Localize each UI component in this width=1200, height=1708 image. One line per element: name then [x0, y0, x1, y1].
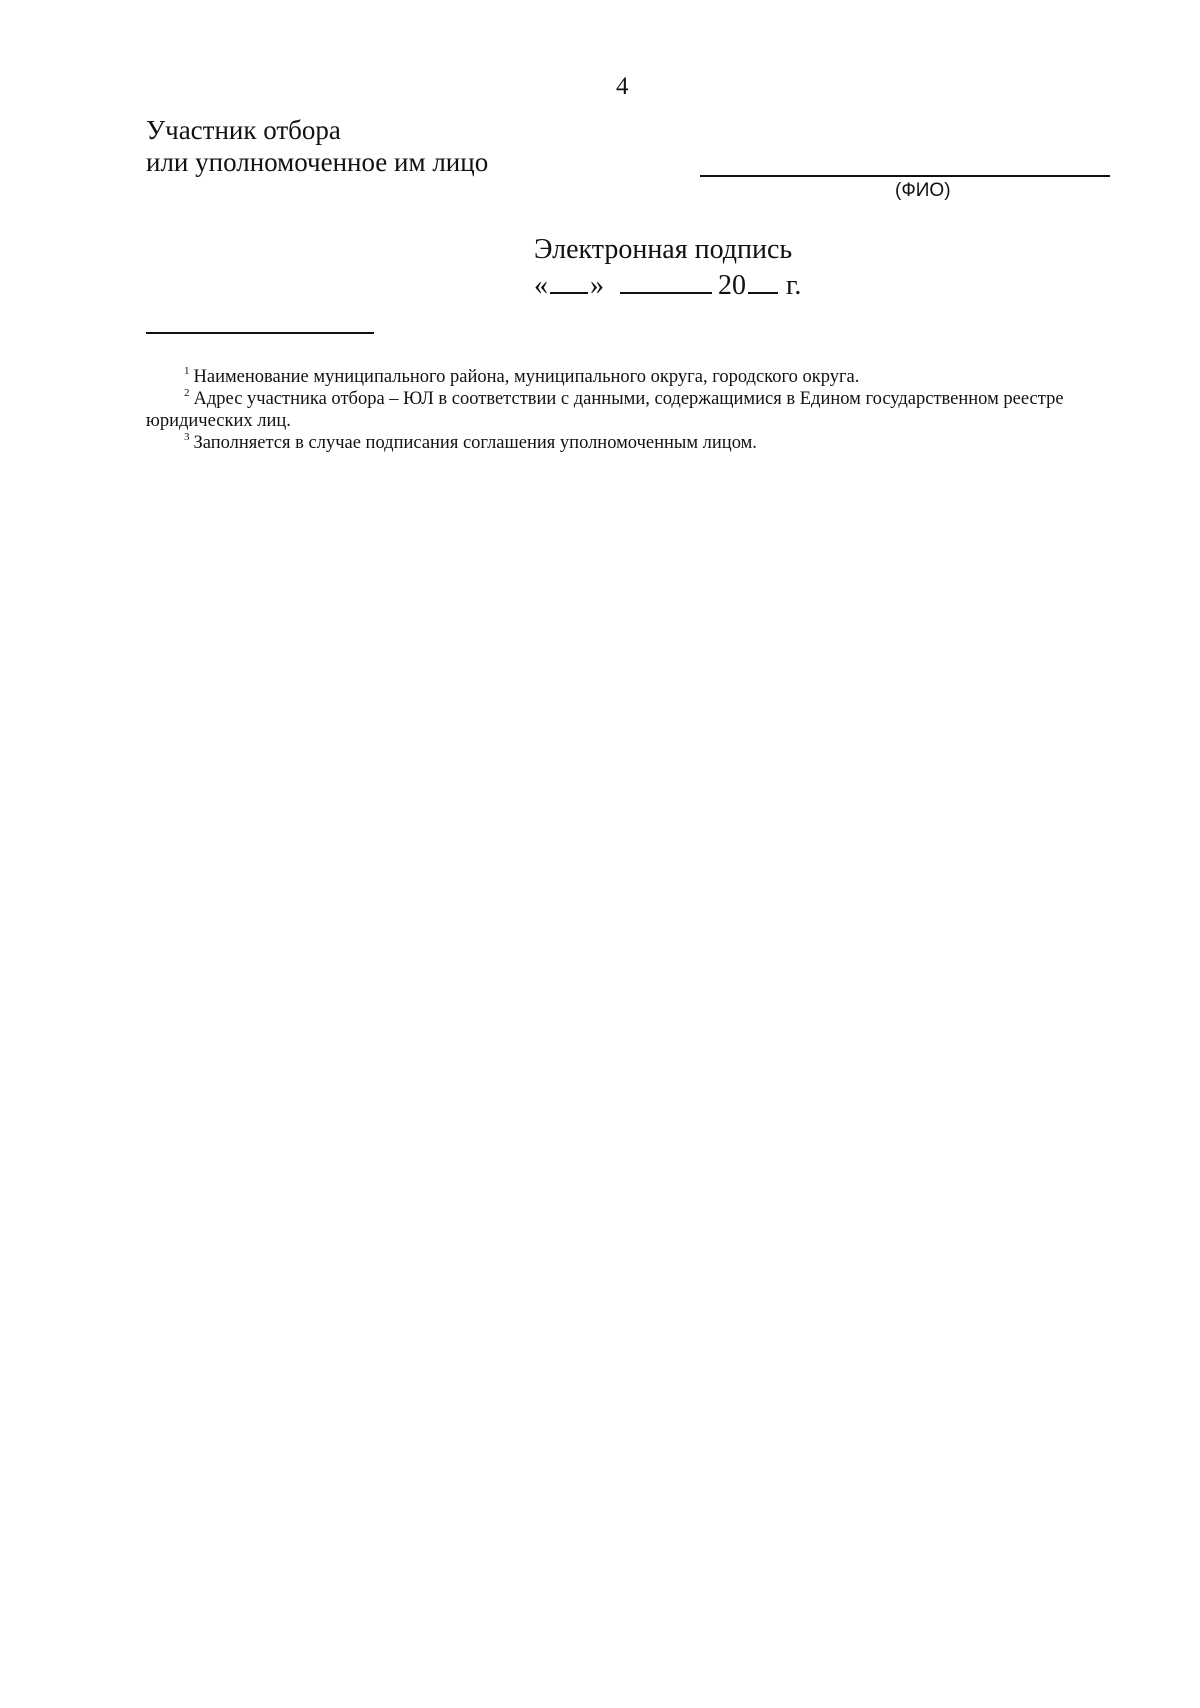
- footnote-mark: 2: [184, 387, 190, 399]
- fio-signature-line: [700, 175, 1110, 177]
- footnote-text: Адрес участника отбора – ЮЛ в соответствии с данными, содержащимися в Едином государственном реестре юридических лиц.: [146, 389, 1064, 431]
- year-suffix: г.: [786, 270, 802, 301]
- year-prefix: 20: [718, 270, 746, 301]
- footnote-mark: 3: [184, 431, 190, 443]
- footnote-1: [146, 366, 1086, 388]
- day-blank: [550, 268, 588, 294]
- open-quote: «: [534, 270, 548, 301]
- page-number: 4: [616, 73, 629, 100]
- month-blank: [620, 268, 712, 294]
- signer-title-line2: или уполномоченное им лицо: [146, 147, 489, 177]
- footnote-separator: [146, 332, 374, 334]
- footnote-mark: 1: [184, 365, 190, 377]
- footnote-2: [146, 388, 1086, 432]
- signature-date-line: [534, 268, 801, 302]
- year-blank: [748, 268, 778, 294]
- close-quote: »: [590, 270, 604, 301]
- fio-label: (ФИО): [895, 180, 951, 201]
- footnote-text: Наименование муниципального района, муниципального округа, городского округа.: [193, 367, 860, 387]
- signer-block: [146, 114, 488, 178]
- signer-title-line1: Участник отбора: [146, 115, 341, 145]
- footnote-text: Заполняется в случае подписания соглашения уполномоченным лицом.: [193, 433, 757, 453]
- electronic-signature-title: Электронная подпись: [534, 234, 793, 265]
- footnote-3: [146, 432, 1086, 454]
- footnotes: [146, 366, 1086, 454]
